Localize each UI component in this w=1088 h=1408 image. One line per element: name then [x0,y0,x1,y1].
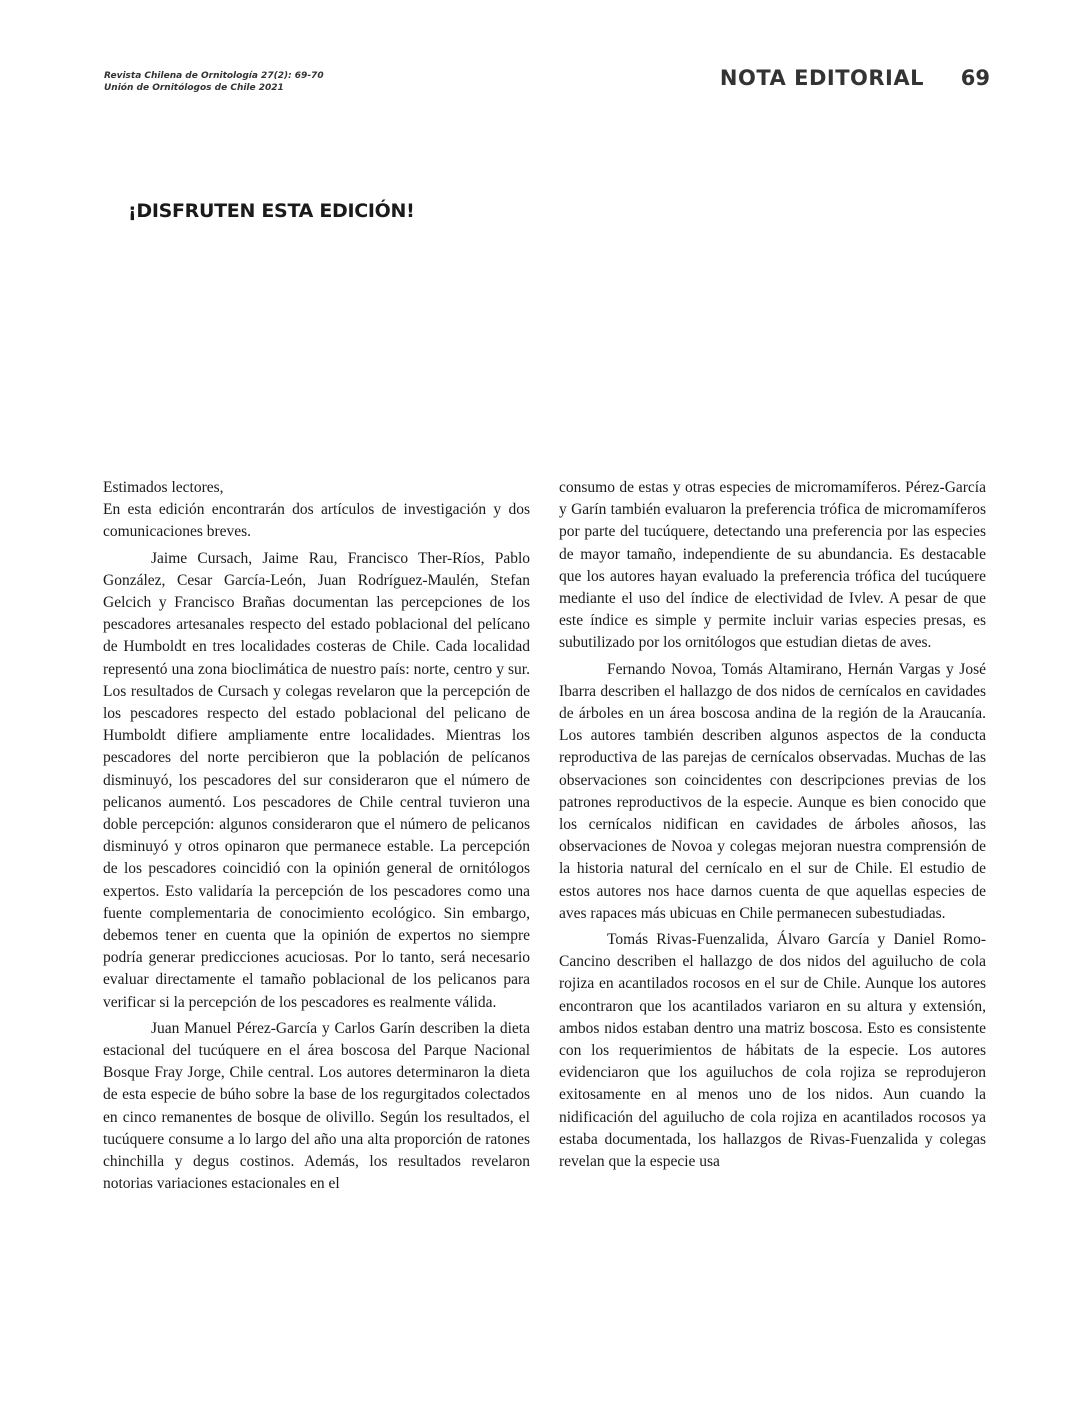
body-paragraph: Jaime Cursach, Jaime Rau, Francisco Ther-Ríos, Pablo González, Cesar García-León, Juan Rodríguez-Maulén, Stefan Gelcich y Francisco Brañas documentan las percepciones de los pescadores artesanales respecto del estado poblacional del pelícano de Humboldt en tres localidades costeras de Chile. Cada localidad representó una zona bioclimática de nuestro país: norte, centro y sur. Los resultados de Cursach y colegas revelaron que la percepción de los pescadores respecto del estado poblacional del pelicano de Humboldt difiere ampliamente entre localidades. Mientras los pescadores del norte percibieron que la población de pelícanos disminuyó, los pescadores del sur consideraron que el número de pelicanos aumentó. Los pescadores de Chile central tuvieron una doble percepción: algunos consideraron que el número de pelicanos disminuyó y otros opinaron que permanece estable. La percepción de los pescadores coincidió con la opinión general de ornitólogos expertos. Esto validaría la percepción de los pescadores como una fuente complementaria de conocimiento ecológico. Sin embargo, debemos tener en cuenta que la opinión de expertos no siempre podría generar predicciones acuciosas. Por lo tanto, será necesario evaluar directamente el tamaño poblacional de los pelicanos para verificar si la percepción de los pescadores es realmente válida. [103,549,530,1011]
article-title: ¡DISFRUTEN ESTA EDICIÓN! [128,200,415,222]
body-paragraph: Juan Manuel Pérez-García y Carlos Garín describen la dieta estacional del tucúquere en el área boscosa del Parque Nacional Bosque Fray Jorge, Chile central. Los autores determinaron la dieta de esta especie de búho sobre la base de los regurgitados colectados en cinco remanentes de bosque de olivillo. Según los resultados, el tucúquere consume a lo largo del año una alta proporción de ratones chinchilla y degus costinos. Además, los resultados revelaron notorias variaciones estacionales en el [103,1019,530,1193]
body-paragraph-continued: consumo de estas y otras especies de micromamíferos. Pérez-García y Garín también evaluaron la preferencia trófica de micromamíferos por parte del tucúquere, detectando una preferencia por las especies de mayor tamaño, independiente de su abundancia. Es destacable que los autores hayan evaluado la preferencia trófica del tucúquere mediante el uso del índice de electividad de Ivlev. A pesar de que este índice es simple y permite incluir varias especies presas, es subutilizado por los ornitólogos que estudian dietas de aves. [559,479,986,652]
intro-paragraph: En esta edición encontrarán dos artículos de investigación y dos comunicaciones breves. [103,501,530,541]
body-column-left [103,477,530,1196]
journal-citation-line: Revista Chilena de Ornitología 27(2): 69-70 [104,71,324,81]
section-label: NOTA EDITORIAL [719,66,924,90]
body-column-right [559,477,986,1173]
salutation: Estimados lectores, [103,479,224,496]
page-header [104,66,990,106]
publisher-line: Unión de Ornitólogos de Chile 2021 [104,83,284,93]
journal-citation [104,70,324,94]
page-number: 69 [960,66,990,90]
body-paragraph: Tomás Rivas-Fuenzalida, Álvaro García y Daniel Romo-Cancino describen el hallazgo de dos nidos del aguilucho de cola rojiza en acantilados rocosos en el sur de Chile. Aunque los autores encontraron que los acantilados variaron en su altura y extensión, ambos nidos estaban dentro una matriz boscosa. Esto es consistente con los requerimientos de hábitats de la especie. Los autores evidenciaron que los aguiluchos de cola rojiza se reprodujeron exitosamente en al menos uno de los nidos. Aun cuando la nidificación del aguilucho de cola rojiza en acantilados rocosos ya estaba documentada, los hallazgos de Rivas-Fuenzalida y colegas revelan que la especie usa [559,931,986,1171]
body-paragraph: Fernando Novoa, Tomás Altamirano, Hernán Vargas y José Ibarra describen el hallazgo de dos nidos de cernícalos en cavidades de árboles en un área boscosa andina de la región de la Araucanía. Los autores también describen algunos aspectos de la conducta reproductiva de las parejas de cernícalos observadas. Muchas de las observaciones son coincidentes con descripciones previas de los patrones reproductivos de la especie. Aunque es bien conocido que los cernícalos nidifican en cavidades de árboles añosos, las observaciones de Novoa y colegas mejoran nuestra comprensión de la historia natural del cernícalo en el sur de Chile. El estudio de estos autores nos hace darnos cuenta de que aquellas especies de aves rapaces más ubicuas en Chile permanecen subestudiadas. [559,660,986,922]
